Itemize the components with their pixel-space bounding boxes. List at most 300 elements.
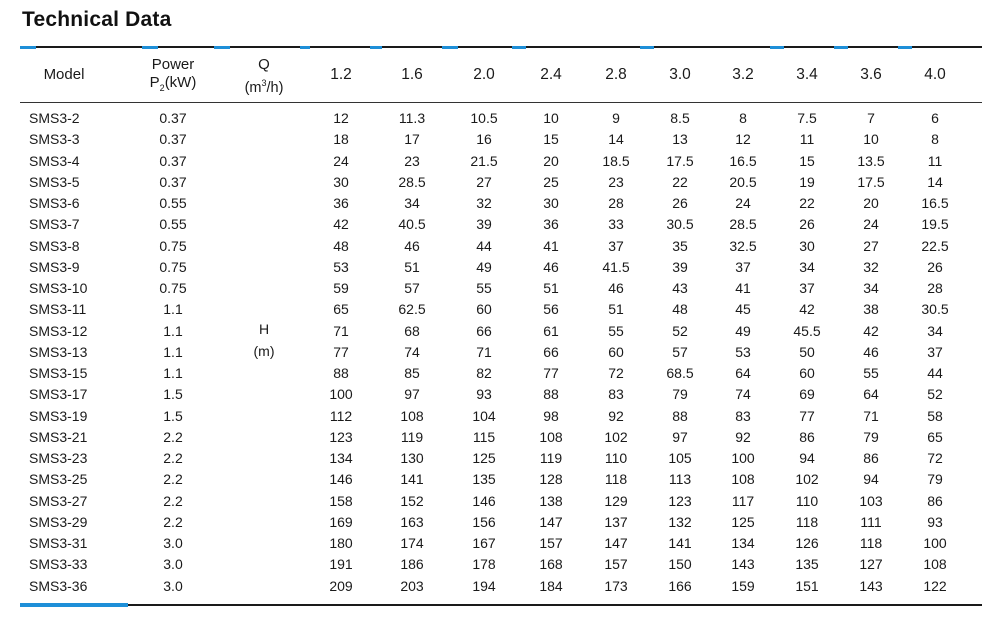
column-header-model: Model [43, 66, 85, 83]
head-value-cell: 108 [731, 471, 755, 488]
head-value-cell: 28.5 [729, 216, 757, 233]
head-value-cell: 100 [329, 386, 353, 403]
head-value-cell: 115 [472, 428, 496, 445]
head-value-cell: 83 [608, 386, 624, 403]
head-value-cell: 42 [863, 322, 879, 339]
head-value-cell: 125 [731, 513, 755, 530]
head-value-cell: 55 [863, 365, 879, 381]
head-value-cell: 30.5 [666, 216, 694, 233]
model-cell: SMS3-21 [29, 428, 88, 445]
head-value-cell: 36 [543, 216, 559, 233]
head-value-cell: 88 [672, 407, 688, 424]
head-value-cell: 41.5 [602, 258, 630, 275]
power-header-line2 [128, 74, 218, 97]
model-cell: SMS3-27 [29, 492, 88, 509]
head-value-cell: 123 [668, 492, 692, 509]
power-cell: 2.2 [163, 450, 183, 466]
power-cell: 1.1 [163, 301, 183, 318]
head-value-cell: 8.5 [670, 110, 690, 126]
head-value-cell: 15 [543, 131, 559, 148]
head-value-cell: 51 [608, 301, 624, 318]
flow-header-unit [228, 74, 300, 97]
head-value-cell: 191 [329, 556, 353, 573]
top-accent-mark [214, 46, 230, 49]
power-cell: 0.37 [159, 152, 187, 169]
head-value-cell: 83 [735, 407, 751, 424]
head-value-cell: 135 [472, 471, 496, 488]
head-value-cell: 48 [672, 301, 688, 318]
head-value-cell: 57 [672, 343, 688, 360]
head-value-cell: 28 [608, 195, 624, 211]
head-value-cell: 65 [333, 301, 349, 318]
head-value-cell: 57 [404, 280, 420, 296]
head-value-cell: 132 [668, 513, 692, 530]
head-value-cell: 17.5 [666, 152, 694, 169]
head-value-cell: 55 [608, 322, 624, 339]
head-value-cell: 104 [472, 407, 496, 424]
head-value-cell: 62.5 [398, 301, 426, 318]
power-cell: 1.5 [163, 407, 183, 424]
model-cell: SMS3-36 [29, 577, 88, 594]
head-value-cell: 12 [735, 131, 751, 148]
head-value-cell: 118 [859, 535, 883, 551]
head-value-cell: 110 [604, 450, 628, 466]
model-cell: SMS3-33 [29, 556, 88, 573]
head-value-cell: 34 [863, 280, 879, 296]
column-header-flow-value: 3.0 [669, 66, 691, 83]
column-header-flow-value: 3.6 [860, 66, 882, 83]
head-value-cell: 14 [608, 131, 624, 148]
head-value-cell: 17.5 [857, 173, 885, 190]
power-header-line1: Power [151, 56, 195, 73]
power-unit: (kW) [164, 74, 197, 91]
model-cell: SMS3-11 [29, 301, 87, 318]
flow-unit-prefix: (m [244, 79, 262, 96]
page-title: Technical Data [22, 8, 172, 31]
head-value-cell: 125 [472, 450, 496, 466]
bottom-accent-mark [20, 603, 128, 607]
head-value-cell: 18.5 [602, 152, 630, 169]
head-value-cell: 105 [668, 450, 692, 466]
model-cell: SMS3-23 [29, 450, 88, 466]
head-value-cell: 68 [404, 322, 420, 339]
head-value-cell: 97 [404, 386, 420, 403]
head-value-cell: 186 [400, 556, 424, 573]
head-value-cell: 147 [604, 535, 628, 551]
head-label-unit: (m) [253, 343, 275, 359]
head-value-cell: 180 [329, 535, 353, 551]
head-value-cell: 7 [867, 110, 875, 126]
head-value-cell: 166 [668, 577, 692, 594]
head-value-cell: 169 [329, 513, 353, 530]
head-value-cell: 37 [735, 258, 751, 275]
head-value-cell: 8 [931, 131, 939, 148]
head-value-cell: 30 [799, 237, 815, 254]
head-value-cell: 51 [404, 258, 420, 275]
table-row [0, 576, 1000, 597]
head-value-cell: 12 [333, 110, 349, 126]
model-cell: SMS3-2 [29, 110, 80, 126]
head-value-cell: 119 [539, 450, 563, 466]
model-cell: SMS3-29 [29, 513, 88, 530]
head-value-cell: 127 [859, 556, 883, 573]
head-value-cell: 11.3 [398, 110, 426, 126]
head-value-cell: 24 [735, 195, 751, 211]
head-value-cell: 194 [472, 577, 496, 594]
head-value-cell: 92 [608, 407, 624, 424]
head-value-cell: 26 [672, 195, 688, 211]
head-value-cell: 174 [400, 535, 424, 551]
head-value-cell: 26 [927, 258, 943, 275]
column-header-flow-value: 1.6 [401, 66, 423, 83]
head-value-cell: 45.5 [793, 322, 821, 339]
model-cell: SMS3-19 [29, 407, 88, 424]
head-value-cell: 38 [863, 301, 879, 318]
column-header-flow-value: 4.0 [924, 66, 946, 83]
head-value-cell: 79 [672, 386, 688, 403]
table-row [0, 342, 1000, 363]
head-value-cell: 37 [608, 237, 624, 254]
head-value-cell: 82 [476, 365, 492, 381]
head-value-cell: 108 [923, 556, 947, 573]
head-value-cell: 22 [672, 173, 688, 190]
head-value-cell: 44 [927, 365, 943, 381]
column-header-flow-value: 2.4 [540, 66, 562, 83]
head-value-cell: 130 [400, 450, 424, 466]
head-value-cell: 141 [668, 535, 692, 551]
head-value-cell: 21.5 [470, 152, 498, 169]
head-value-cell: 52 [672, 322, 688, 339]
head-value-cell: 74 [404, 343, 420, 360]
head-value-cell: 93 [927, 513, 943, 530]
head-value-cell: 43 [672, 280, 688, 296]
head-value-cell: 64 [863, 386, 879, 403]
head-value-cell: 128 [539, 471, 563, 488]
top-accent-mark [512, 46, 526, 49]
head-value-cell: 113 [668, 471, 692, 488]
table-row [0, 129, 1000, 150]
column-header-flow [228, 56, 300, 97]
table-row [0, 108, 1000, 129]
head-value-cell: 135 [795, 556, 819, 573]
head-value-cell: 46 [863, 343, 879, 360]
head-value-cell: 100 [923, 535, 947, 551]
head-value-cell: 53 [333, 258, 349, 275]
head-value-cell: 143 [859, 577, 883, 594]
head-value-cell: 39 [672, 258, 688, 275]
table-body [0, 108, 1000, 597]
head-value-cell: 58 [927, 407, 943, 424]
head-value-cell: 61 [543, 322, 559, 339]
top-accent-mark [640, 46, 654, 49]
model-cell: SMS3-13 [29, 343, 88, 360]
head-value-cell: 20.5 [729, 173, 757, 190]
power-symbol: P [149, 74, 160, 91]
top-accent-mark [898, 46, 912, 49]
head-value-cell: 117 [731, 492, 755, 509]
head-value-cell: 71 [863, 407, 879, 424]
head-value-cell: 46 [404, 237, 420, 254]
head-value-cell: 178 [472, 556, 496, 573]
model-cell: SMS3-3 [29, 131, 80, 148]
head-value-cell: 49 [735, 322, 751, 339]
head-value-cell: 44 [476, 237, 492, 254]
head-value-cell: 110 [795, 492, 819, 509]
head-value-cell: 108 [539, 428, 563, 445]
head-value-cell: 46 [543, 258, 559, 275]
model-cell: SMS3-10 [29, 280, 88, 296]
head-value-cell: 15 [799, 152, 815, 169]
table-row [0, 172, 1000, 193]
power-cell: 0.37 [159, 173, 187, 190]
table-row [0, 448, 1000, 469]
flow-unit-superscript: 3 [261, 78, 267, 88]
head-value-cell: 203 [400, 577, 424, 594]
head-value-cell: 40.5 [398, 216, 426, 233]
column-header-flow-value: 3.2 [732, 66, 754, 83]
head-value-cell: 16.5 [729, 152, 757, 169]
head-value-cell: 103 [859, 492, 883, 509]
head-value-cell: 16.5 [921, 195, 949, 211]
head-value-cell: 34 [927, 322, 943, 339]
power-cell: 0.75 [159, 258, 187, 275]
head-value-cell: 19 [799, 173, 815, 190]
table-row [0, 278, 1000, 299]
head-value-cell: 69 [799, 386, 815, 403]
top-accent-mark [300, 46, 310, 49]
head-value-cell: 55 [476, 280, 492, 296]
head-value-cell: 94 [863, 471, 879, 488]
head-value-cell: 48 [333, 237, 349, 254]
head-value-cell: 18 [333, 131, 349, 148]
power-cell: 1.5 [163, 386, 183, 403]
head-value-cell: 157 [604, 556, 628, 573]
power-cell: 0.37 [159, 110, 187, 126]
model-cell: SMS3-6 [29, 195, 80, 211]
table-row [0, 214, 1000, 235]
column-header-power [128, 56, 218, 97]
head-value-cell: 71 [333, 322, 349, 339]
head-value-cell: 13.5 [857, 152, 885, 169]
power-cell: 3.0 [163, 535, 183, 551]
head-value-cell: 39 [476, 216, 492, 233]
head-value-cell: 156 [472, 513, 496, 530]
table-row [0, 554, 1000, 575]
head-value-cell: 32.5 [729, 237, 757, 254]
head-value-cell: 13 [672, 131, 688, 148]
power-cell: 1.1 [163, 322, 183, 339]
head-value-cell: 9 [612, 110, 620, 126]
head-value-cell: 16 [476, 131, 492, 148]
head-value-cell: 20 [543, 152, 559, 169]
head-value-cell: 11 [799, 131, 815, 148]
head-value-cell: 51 [543, 280, 559, 296]
head-value-cell: 27 [863, 237, 879, 254]
head-value-cell: 34 [799, 258, 815, 275]
head-value-cell: 102 [795, 471, 819, 488]
table-row [0, 257, 1000, 278]
power-cell: 3.0 [163, 556, 183, 573]
head-value-cell: 22 [799, 195, 815, 211]
head-value-cell: 60 [476, 301, 492, 318]
head-label [234, 318, 294, 362]
top-accent-mark [770, 46, 784, 49]
power-subscript: 2 [159, 83, 165, 93]
power-cell: 2.2 [163, 428, 183, 445]
power-cell: 2.2 [163, 471, 183, 488]
head-value-cell: 59 [333, 280, 349, 296]
head-value-cell: 97 [672, 428, 688, 445]
column-header-flow-value: 2.8 [605, 66, 627, 83]
table-row [0, 236, 1000, 257]
head-value-cell: 53 [735, 343, 751, 360]
head-value-cell: 74 [735, 386, 751, 403]
model-cell: SMS3-12 [29, 322, 88, 339]
head-value-cell: 22.5 [921, 237, 949, 254]
head-value-cell: 45 [735, 301, 751, 318]
head-value-cell: 50 [799, 343, 815, 360]
head-value-cell: 163 [400, 513, 424, 530]
head-value-cell: 167 [472, 535, 496, 551]
table-row [0, 151, 1000, 172]
head-value-cell: 126 [795, 535, 819, 551]
model-cell: SMS3-8 [29, 237, 80, 254]
head-value-cell: 42 [799, 301, 815, 318]
head-value-cell: 129 [604, 492, 628, 509]
top-accent-mark [442, 46, 458, 49]
model-cell: SMS3-25 [29, 471, 88, 488]
head-value-cell: 112 [329, 407, 353, 424]
header-divider [20, 102, 982, 103]
model-cell: SMS3-31 [29, 535, 88, 551]
head-value-cell: 141 [400, 471, 424, 488]
head-value-cell: 72 [927, 450, 943, 466]
head-value-cell: 33 [608, 216, 624, 233]
head-value-cell: 35 [672, 237, 688, 254]
head-value-cell: 168 [539, 556, 563, 573]
head-value-cell: 122 [923, 577, 947, 594]
head-value-cell: 37 [799, 280, 815, 296]
head-value-cell: 64 [735, 365, 751, 381]
head-value-cell: 41 [543, 237, 559, 254]
head-value-cell: 158 [329, 492, 353, 509]
head-label-symbol: H [258, 321, 270, 337]
head-value-cell: 157 [539, 535, 563, 551]
head-value-cell: 49 [476, 258, 492, 275]
table-row [0, 193, 1000, 214]
power-cell: 3.0 [163, 577, 183, 594]
head-value-cell: 30 [333, 173, 349, 190]
column-header-flow-value: 2.0 [473, 66, 495, 83]
head-value-cell: 26 [799, 216, 815, 233]
head-value-cell: 94 [799, 450, 815, 466]
head-value-cell: 66 [476, 322, 492, 339]
head-value-cell: 143 [731, 556, 755, 573]
head-value-cell: 86 [863, 450, 879, 466]
table-row [0, 299, 1000, 320]
head-value-cell: 108 [400, 407, 424, 424]
table-row [0, 512, 1000, 533]
head-value-cell: 24 [863, 216, 879, 233]
head-value-cell: 19.5 [921, 216, 949, 233]
head-value-cell: 10 [543, 110, 559, 126]
head-value-cell: 10.5 [470, 110, 498, 126]
head-value-cell: 36 [333, 195, 349, 211]
top-accent-mark [834, 46, 848, 49]
head-value-cell: 79 [927, 471, 943, 488]
flow-header-line1: Q [258, 56, 270, 73]
head-value-cell: 77 [543, 365, 559, 381]
head-value-cell: 147 [539, 513, 563, 530]
head-value-cell: 71 [476, 343, 492, 360]
head-value-cell: 79 [863, 428, 879, 445]
power-cell: 0.55 [159, 216, 187, 233]
head-value-cell: 173 [604, 577, 628, 594]
column-header-flow-value: 1.2 [330, 66, 352, 83]
head-value-cell: 86 [927, 492, 943, 509]
model-cell: SMS3-17 [29, 386, 88, 403]
table-row [0, 384, 1000, 405]
head-value-cell: 152 [400, 492, 424, 509]
head-value-cell: 66 [543, 343, 559, 360]
table-row [0, 469, 1000, 490]
head-value-cell: 20 [863, 195, 879, 211]
head-value-cell: 32 [863, 258, 879, 275]
head-value-cell: 41 [735, 280, 751, 296]
head-value-cell: 86 [799, 428, 815, 445]
head-value-cell: 119 [400, 428, 424, 445]
head-value-cell: 184 [539, 577, 563, 594]
head-value-cell: 8 [739, 110, 747, 126]
table-bottom-rule [20, 604, 982, 606]
head-value-cell: 150 [668, 556, 692, 573]
top-accent-mark [370, 46, 382, 49]
head-value-cell: 37 [927, 343, 943, 360]
head-value-cell: 77 [799, 407, 815, 424]
table-row [0, 321, 1000, 342]
model-cell: SMS3-9 [29, 258, 80, 275]
model-cell: SMS3-4 [29, 152, 80, 169]
head-value-cell: 6 [931, 110, 939, 126]
head-value-cell: 27 [476, 173, 492, 190]
head-value-cell: 14 [927, 173, 943, 190]
power-cell: 2.2 [163, 513, 183, 530]
head-value-cell: 159 [731, 577, 755, 594]
top-accent-mark [20, 46, 36, 49]
head-value-cell: 60 [608, 343, 624, 360]
head-value-cell: 146 [472, 492, 496, 509]
head-value-cell: 100 [731, 450, 755, 466]
head-value-cell: 146 [329, 471, 353, 488]
head-value-cell: 68.5 [666, 365, 694, 381]
model-cell: SMS3-7 [29, 216, 80, 233]
head-value-cell: 7.5 [797, 110, 817, 126]
power-cell: 0.55 [159, 195, 187, 211]
head-value-cell: 77 [333, 343, 349, 360]
table-row [0, 363, 1000, 384]
head-value-cell: 88 [333, 365, 349, 381]
model-cell: SMS3-5 [29, 173, 80, 190]
head-value-cell: 60 [799, 365, 815, 381]
head-value-cell: 23 [404, 152, 420, 169]
head-value-cell: 209 [329, 577, 353, 594]
head-value-cell: 151 [795, 577, 819, 594]
head-value-cell: 30 [543, 195, 559, 211]
head-value-cell: 24 [333, 152, 349, 169]
head-value-cell: 111 [860, 513, 882, 530]
table-row [0, 533, 1000, 554]
head-value-cell: 46 [608, 280, 624, 296]
